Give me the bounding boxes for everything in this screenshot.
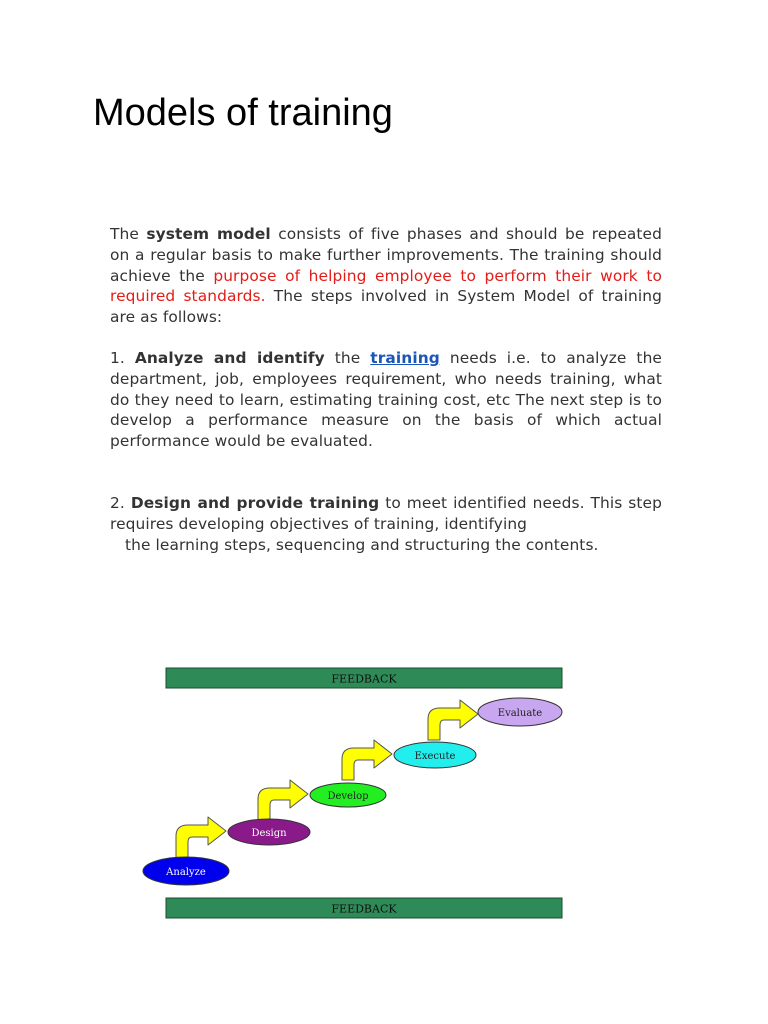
system-model-term: system model — [146, 225, 271, 243]
intro-text-2: consists of five phases and should be repeated on a regular basis to make further improvements. The training should achieve the — [110, 225, 662, 285]
step-2-paragraph — [110, 493, 662, 555]
step-2-text-2: the learning steps, sequencing and structuring the contents. — [125, 535, 599, 554]
page-title: Models of training — [93, 92, 393, 134]
step-2-text-1: to meet identified needs. This step requires developing objectives of training, identifying — [110, 494, 663, 533]
arrow-design-to-develop — [258, 780, 308, 820]
step-2-number: 2. — [110, 494, 131, 512]
system-model-diagram — [130, 660, 570, 925]
phase-design-label: Design — [251, 828, 287, 839]
intro-text-3: The steps involved in System Model of training are as follows: — [110, 287, 662, 327]
step-1-text-2: needs i.e. to analyze the department, job, employees requirement, who needs training, what do they need to learn, estimating training cost, etc The next step is to develop a performance measure on the basis of which actual performance would be evaluated. — [110, 349, 662, 451]
intro-paragraph — [110, 224, 662, 328]
arrow-analyze-to-design — [176, 817, 226, 858]
step-2-heading: Design and provide training — [130, 494, 380, 512]
purpose-highlight: purpose of helping employee to perform their work to required standards. — [110, 266, 662, 306]
arrow-develop-to-execute — [342, 740, 392, 780]
phase-develop-label: Develop — [327, 791, 369, 802]
step-1-heading: Analyze and identify — [134, 349, 325, 367]
phase-evaluate-label: Evaluate — [497, 708, 543, 719]
feedback-label-top: FEEDBACK — [331, 672, 397, 686]
training-link[interactable]: training — [370, 349, 440, 367]
phase-execute-label: Execute — [414, 751, 456, 762]
phase-analyze-label: Analyze — [166, 867, 206, 878]
feedback-label-bottom: FEEDBACK — [331, 902, 397, 916]
step-1-paragraph — [110, 348, 662, 452]
arrow-execute-to-evaluate — [428, 700, 478, 740]
step-1-text-1: the — [324, 349, 371, 367]
step-1-number: 1. — [110, 349, 135, 367]
intro-text-1: The — [110, 225, 147, 243]
